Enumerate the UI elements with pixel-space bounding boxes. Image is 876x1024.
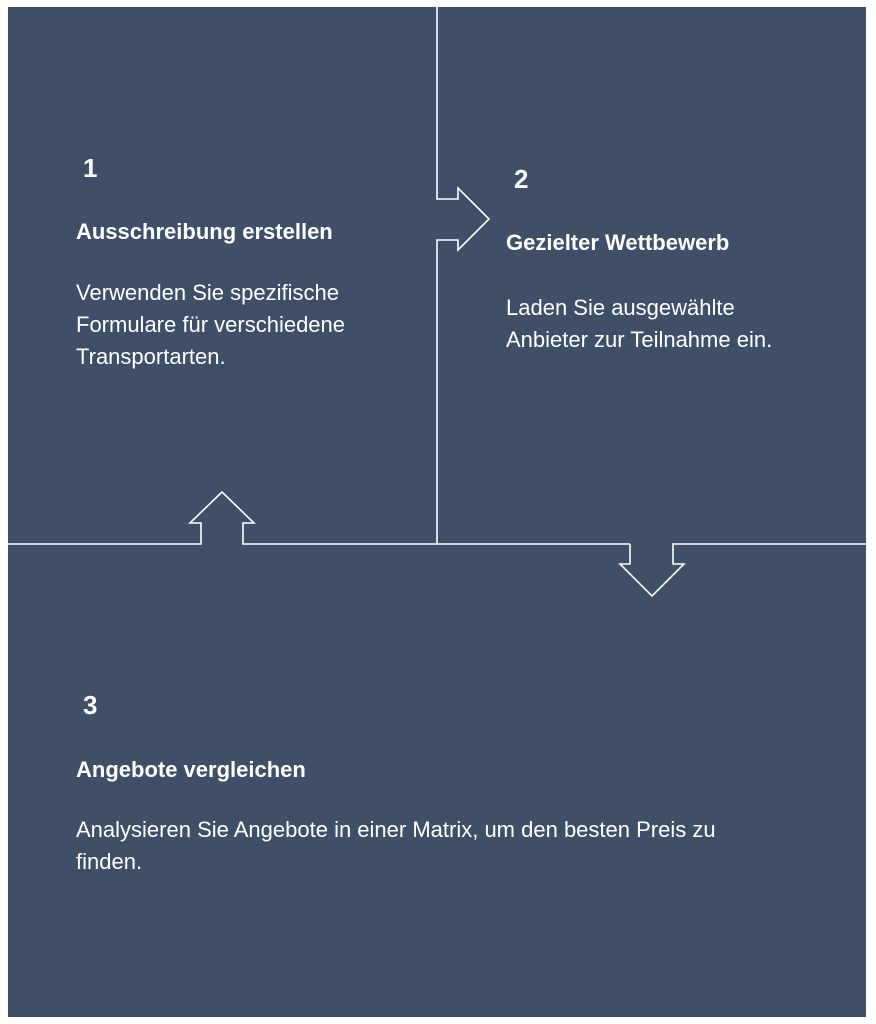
step-1-description: Verwenden Sie spezifische Formulare für verschiedene Transportarten. <box>76 280 346 369</box>
arrow-right-icon <box>437 7 489 544</box>
arrow-up-icon <box>8 492 630 544</box>
step-3-number: 3 <box>83 690 98 720</box>
step-3-description: Analysieren Sie Angebote in einer Matrix, um den besten Preis zu finden. <box>76 817 716 874</box>
step-1-title: Ausschreibung erstellen <box>76 219 333 244</box>
step-2-title: Gezielter Wettbewerb <box>506 230 730 255</box>
step-2-number: 2 <box>514 164 529 194</box>
step-3-title: Angebote vergleichen <box>76 757 306 782</box>
arrow-down-icon <box>620 544 866 596</box>
step-2-description: Laden Sie ausgewählte Anbieter zur Teilnahme ein. <box>506 295 773 352</box>
step-1-number: 1 <box>83 153 98 183</box>
